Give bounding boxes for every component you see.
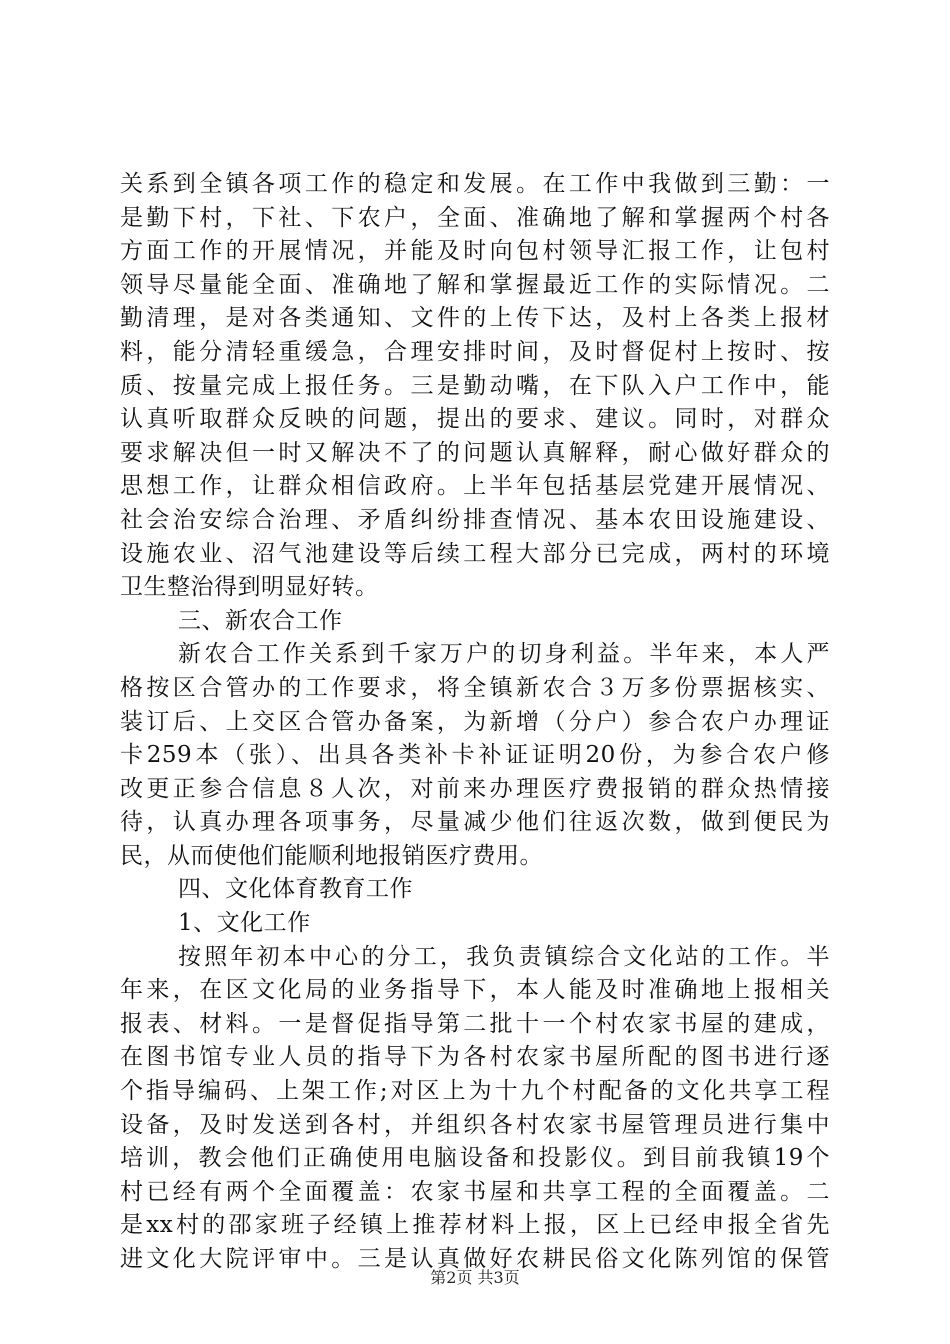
text-line: 是xx村的邵家班子经镇上推荐材料上报，区上已经申报全省先 [120,1212,830,1239]
text-line: 社会治安综合治理、矛盾纠纷排查情况、基本农田设施建设、 [120,506,830,533]
text-line: 装订后、上交区合管办备案，为新增（分户）参合农户办理证 [120,708,830,735]
text-line: 方面工作的开展情况，并能及时向包村领导汇报工作，让包村 [120,238,830,265]
text-line: 个指导编码、上架工作;对区上为十九个村配备的文化共享工程 [120,1078,830,1105]
text-line: 年来，在区文化局的业务指导下，本人能及时准确地上报相关 [120,977,830,1004]
text-line: 关系到全镇各项工作的稳定和发展。在工作中我做到三勤：一 [120,171,830,197]
text-line: 设备，及时发送到各村，并组织各村农家书屋管理员进行集中 [120,1111,830,1138]
text-line: 进文化大院评审中。三是认真做好农耕民俗文化陈列馆的保管 [120,1246,830,1272]
text-line: 村已经有两个全面覆盖：农家书屋和共享工程的全面覆盖。二 [120,1178,830,1205]
page-footer: 第2页 共3页 [430,1268,520,1287]
text-line: 培训，教会他们正确使用电脑设备和投影仪。到目前我镇19个 [120,1145,830,1172]
text-line: 格按区合管办的工作要求，将全镇新农合３万多份票据核实、 [120,674,830,701]
text-line: 勤清理，是对各类通知、文件的上传下达，及村上各类上报材 [120,305,830,332]
text-line: 新农合工作关系到千家万户的切身利益。半年来，本人严 [178,641,830,668]
text-line: 卡259本（张）、出具各类补卡补证证明20份，为参合农户修 [120,742,830,769]
text-line: 质、按量完成上报任务。三是勤动嘴，在下队入户工作中，能 [120,372,830,399]
text-line: 待，认真办理各项事务，尽量减少他们往返次数，做到便民为 [120,809,830,836]
text-line: 领导尽量能全面、准确地了解和掌握最近工作的实际情况。二 [120,271,830,298]
text-line: 四、文化体育教育工作 [178,876,413,903]
text-line: 设施农业、沼气池建设等后续工程大部分已完成，两村的环境 [120,540,830,567]
document-body [120,168,830,1277]
text-line: 思想工作，让群众相信政府。上半年包括基层党建开展情况、 [120,473,830,500]
text-line: 按照年初本中心的分工，我负责镇综合文化站的工作。半 [178,943,830,970]
text-line: 民，从而使他们能顺利地报销医疗费用。 [120,842,543,869]
text-line: 在图书馆专业人员的指导下为各村农家书屋所配的图书进行逐 [120,1044,830,1071]
text-line: 三、新农合工作 [178,607,343,634]
text-line: 改更正参合信息８人次，对前来办理医疗费报销的群众热情接 [120,775,830,802]
text-line: 报表、材料。一是督促指导第二批十一个村农家书屋的建成， [120,1010,830,1037]
text-line: 是勤下村，下社、下农户，全面、准确地了解和掌握两个村各 [120,204,830,231]
text-line: 1、文化工作 [178,910,311,937]
text-line: 认真听取群众反映的问题，提出的要求、建议。同时，对群众 [120,406,830,433]
text-line: 要求解决但一时又解决不了的问题认真解释，耐心做好群众的 [120,439,830,466]
text-line: 料，能分清轻重缓急，合理安排时间，及时督促村上按时、按 [120,338,830,365]
text-line: 卫生整治得到明显好转。 [120,574,379,601]
